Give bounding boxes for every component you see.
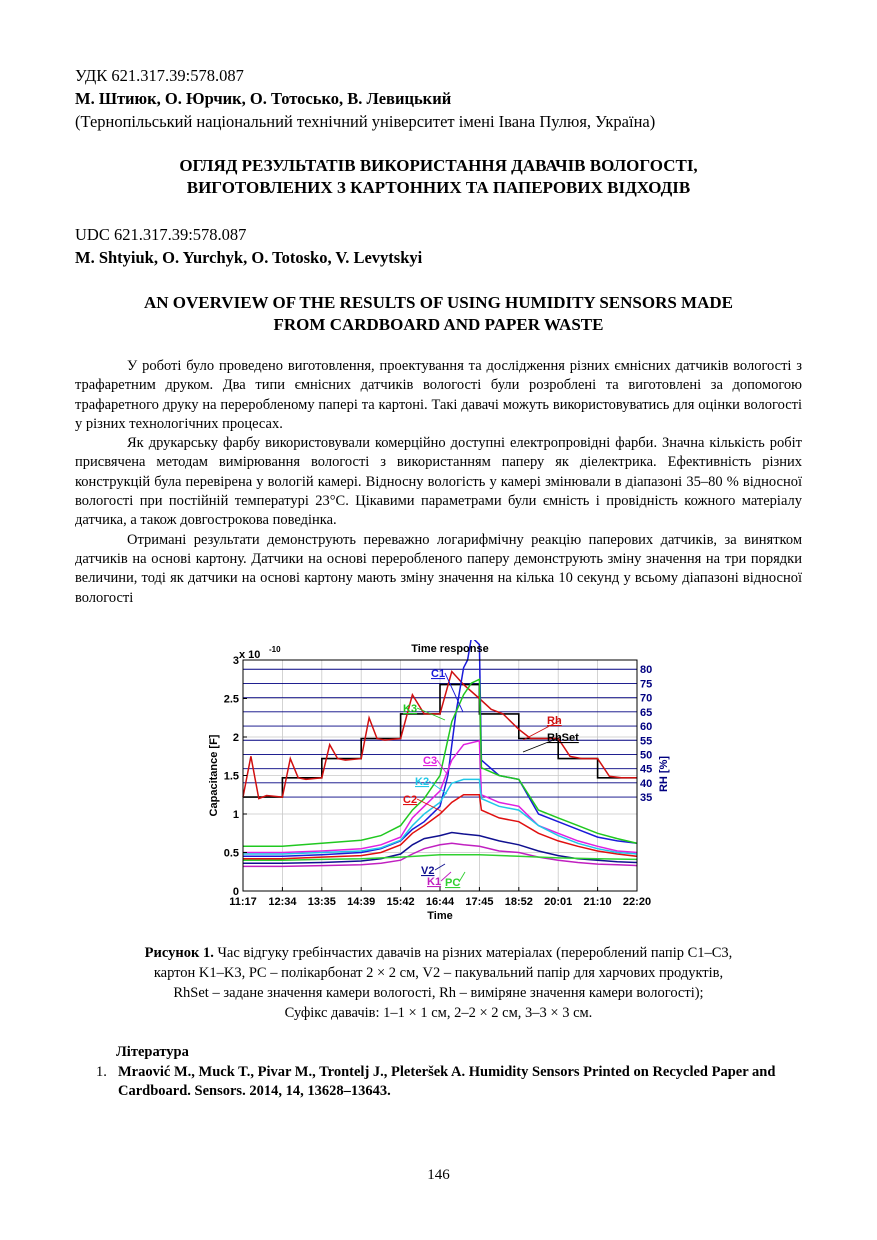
x-tick-label: 14:39 [347,896,376,908]
y2-tick-label: 45 [640,763,653,776]
caption-line2: картон K1–K3, PC – полікарбонат 2 × 2 см, V2 – пакувальний папір для харчових продуктів, [153,965,724,981]
chart-title: Time response [411,643,489,655]
udk-ua: УДК 621.317.39:578.087 [75,66,244,85]
x-tick-label: 11:17 [229,896,257,908]
paragraph-1: У роботі було проведено виготовлення, проектування та дослідження різних ємнісних датчиків вологості з трафаретним друком. Два типи ємнісних датчиків вологості були розроблені та виготовлені за допомогою трафаретного друку на переробленому папері та картоні. Такі давачі можуть використовуватись для оцінки вологості у різних технологічних процесах. [75,358,802,432]
y-scale-label: x 10 [239,649,261,661]
y2-tick-label: 40 [640,777,653,790]
y-tick-label: 2 [232,732,239,744]
figure-caption [70,943,807,1023]
y-tick-label: 0 [232,886,239,898]
x-tick-label: 12:34 [268,896,297,908]
title-en-line2: FROM CARDBOARD AND PAPER WASTE [273,315,604,334]
series-label-rh: Rh [547,715,562,727]
y2-tick-label: 80 [640,664,653,677]
series-label-rhset: RhSet [547,732,579,744]
authors-ua: М. Штиюк, О. Юрчик, О. Тотосько, В. Левицький [75,89,452,108]
y2-tick-label: 70 [640,692,653,705]
udc-en: UDC 621.317.39:578.087 [75,225,247,244]
reference-number: 1. [96,1064,107,1080]
y-tick-label: 1 [232,809,239,821]
affiliation-ua: (Тернопільський національний технічний університет імені Івана Пулюя, Україна) [75,112,656,131]
authors-en: M. Shtyiuk, O. Yurchyk, O. Totosko, V. Levytskyi [75,248,423,267]
series-label-v2: V2 [421,865,435,877]
series-label-pc: PC [445,877,461,889]
series-label-c3: C3 [423,755,438,767]
y2-tick-label: 35 [640,792,653,805]
x-tick-label: 21:10 [583,896,612,908]
x-tick-label: 22:20 [622,896,652,908]
x-tick-label: 18:52 [504,896,533,908]
references-heading: Література [116,1044,189,1060]
paragraph-3: Отримані результати демонструють переважно логарифмічну реакцію паперових датчиків, за винятком датчиків на основі картону. Датчики на основі переробленого паперу демонструють зміну значення на три порядки величини, тоді як датчики на основі картону мають зміну значення на кілька 10 секунд у всьому діапазоні відносної вологості [75,531,802,606]
title-ua [60,155,817,199]
series-label-k3: K3 [403,703,418,715]
y2-tick-label: 50 [640,749,653,762]
caption-line3: RhSet – задане значення камери вологості, Rh – виміряне значення камери вологості); [173,985,704,1001]
y2-tick-label: 65 [640,706,653,719]
title-ua-line1: ОГЛЯД РЕЗУЛЬТАТІВ ВИКОРИСТАННЯ ДАВАЧІВ ВОЛОГОСТІ, [179,156,698,175]
y-tick-label: 0.5 [223,847,239,860]
title-ua-line2: ВИГОТОВЛЕНИХ З КАРТОННИХ ТА ПАПЕРОВИХ ВІДХОДІВ [186,178,691,197]
title-en-line1: AN OVERVIEW OF THE RESULTS OF USING HUMIDITY SENSORS MADE [143,293,733,312]
abstract-body [75,357,802,608]
caption-line4: Суфікс давачів: 1–1 × 1 см, 2–2 × 2 см, 3–3 × 3 см. [284,1005,593,1021]
y-tick-label: 2.5 [223,693,239,706]
series-label-k1: K1 [427,876,442,888]
y-tick-label: 3 [232,655,239,667]
y2-axis-label: RH [%] [658,755,670,793]
page-number: 146 [427,1167,450,1183]
title-en [60,292,817,336]
paragraph-2: Як друкарську фарбу використовували комерційно доступні електропровідні фарби. Значна кількість робіт присвячена методам вимірювання вологості з використанням паперу як діелектрика. Ефективність різних конструкцій була перевірена у вологій камері. Відносну вологість у камері змінювали в діапазоні 35–80 % відносної вологості при постійній температурі 23°C. Цікавими параметрами були ємність і провідність кожного матеріалу датчика, а також довгострокова поведінка. [75,435,802,529]
y-axis-label: Capacitance [F] [208,734,220,817]
reference-text: Mraović M., Muck T., Pivar M., Trontelj J., Pleteršek A. Humidity Sensors Printed on Recycled Paper and Cardboard. Sensors. 2014, 14, 13628–13643. [118,1064,776,1099]
y-scale-exponent: -10 [269,645,281,654]
x-tick-label: 16:44 [425,896,455,908]
series-label-c2: C2 [403,794,418,806]
y2-tick-label: 75 [640,678,653,691]
x-axis-label: Time [427,910,453,922]
y-tick-label: 1.5 [223,770,239,783]
y2-tick-label: 55 [640,735,653,748]
y2-tick-label: 60 [640,721,653,734]
series-label-k2: K2 [415,776,430,788]
series-label-c1: C1 [431,668,446,680]
time-response-chart [205,640,675,930]
caption-line1-text: Час відгуку гребінчастих давачів на різних матеріалах (перероблений папір C1–C3, [217,945,733,961]
x-tick-label: 17:45 [465,896,494,908]
reference-item [96,1063,806,1101]
x-tick-label: 20:01 [544,896,573,908]
x-tick-label: 15:42 [386,896,415,908]
x-tick-label: 13:35 [307,896,336,908]
caption-label: Рисунок 1. [144,945,214,961]
caption-line1 [70,943,807,963]
